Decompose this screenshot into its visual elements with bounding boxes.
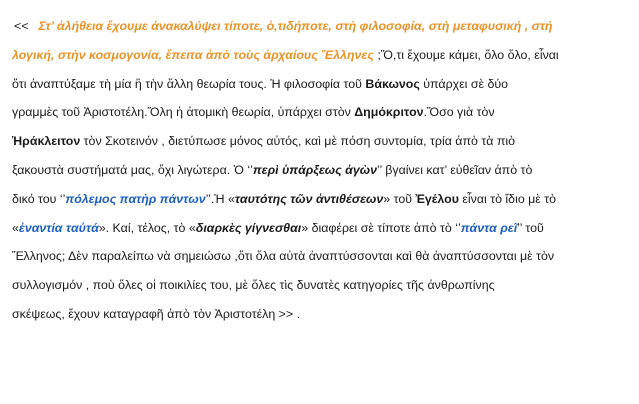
bold-name-run: Ἐγέλου <box>415 191 459 206</box>
highlighted-quote-run: λογική, στὴν κοσμογονία, ἔπειτα ἀπὸ τοὺς ἀρχαίους Ἕλληνες <box>12 47 374 62</box>
text-run: ὅτι ἀναπτύξαμε τὴ μία ἢ τὴν ἄλλη θεωρία τους. Ἡ φιλοσοφία τοῦ <box>12 76 366 91</box>
text-run: ὑπάρχει σὲ δύο <box>419 76 509 91</box>
bold-italic-phrase-run: διαρκὲς γίγνεσθαι <box>195 220 302 235</box>
text-line <box>12 156 633 185</box>
text-run: τὸν Σκοτεινόν , διετύπωσε μόνος αὐτός, καὶ μὲ πόση συντομία, τρία ἀπὸ τὰ πιὸ <box>80 134 516 149</box>
text-run: γραμμὲς τοῦ Ἀριστοτέλη.Ὅλη ἡ ἀτομικὴ θεωρία, ὑπάρχει στὸν <box>12 105 355 120</box>
text-line <box>12 70 633 99</box>
text-line <box>12 12 633 41</box>
bold-name-run: Δημόκριτον <box>354 105 424 120</box>
text-run: συλλογισμόν , ποὺ ὅλες οἱ ποικιλίες του, μὲ ὅλες τὶς δυνατὲς κατηγορίες τῆς ἀνθρωπίνης <box>12 278 495 293</box>
text-line <box>12 271 633 300</box>
text-run: ξακουστὰ συστήματά μας, ὄχι λιγώτερα. Ὁ ‘’ <box>12 162 253 177</box>
text-run: » τοῦ <box>383 191 416 206</box>
text-line <box>12 214 633 243</box>
text-line <box>12 127 633 156</box>
text-line <box>12 242 633 271</box>
text-run: ». Καί, τέλος, τὸ « <box>98 220 196 235</box>
text-run: εἶναι τὸ ἴδιο μὲ τὸ <box>458 191 557 206</box>
blue-phrase-run: πάντα ρεῖ <box>460 220 518 235</box>
blue-phrase-run: ἐναντία ταὐτά <box>18 220 99 235</box>
text-run: Ἕλληνος; Δὲν παραλείπω νὰ σημειώσω ,ὅτι ὅλα αὐτὰ ἀναπτύσσονται καὶ θὰ ἀναπτύσσονται μὲ τὸν <box>12 249 555 264</box>
text-line <box>12 300 633 329</box>
bold-name-run: Ἡράκλειτον <box>12 134 81 149</box>
bold-italic-phrase-run: περὶ ὑπάρξεως ἀγὼν <box>252 162 377 177</box>
text-run: ’’.Ἡ « <box>205 191 235 206</box>
text-run: ’’ τοῦ <box>517 220 544 235</box>
text-run: σκέψεως, ἔχουν καταγραφῆ ἀπὸ τὸν Ἀριστοτέλη >> . <box>12 306 301 321</box>
bold-name-run: Βάκωνος <box>365 76 420 91</box>
text-run: .Ὅσο γιὰ τὸν <box>423 105 495 120</box>
text-run: << <box>14 19 29 33</box>
text-line <box>12 41 633 70</box>
text-run: ’’ βγαίνει κατ’ εὐθεῖαν ἀπὸ τὸ <box>376 162 533 177</box>
text-run: ;Ὅ,τι ἔχουμε κάμει, ὅλο ὅλο, εἶναι <box>373 47 559 62</box>
text-run: » διαφέρει σὲ τίποτε ἀπὸ τὸ ‘’ <box>301 220 461 235</box>
highlighted-quote-run: Στ’ ἀλήθεια ἔχουμε ἀνακαλύψει τίποτε, ὁ,τιδήποτε, στὴ φιλοσοφία, στὴ μεταφυσική , στή <box>38 19 553 33</box>
text-line <box>12 98 633 127</box>
text-run: δικό του ‘’ <box>12 191 66 206</box>
text-line <box>12 185 633 214</box>
quote-paragraph <box>12 12 633 329</box>
blue-phrase-run: πόλεμος πατὴρ πάντων <box>65 191 206 206</box>
bold-italic-phrase-run: ταυτότης τῶν ἀντιθέσεων <box>234 191 384 206</box>
text-run: « <box>12 220 19 235</box>
